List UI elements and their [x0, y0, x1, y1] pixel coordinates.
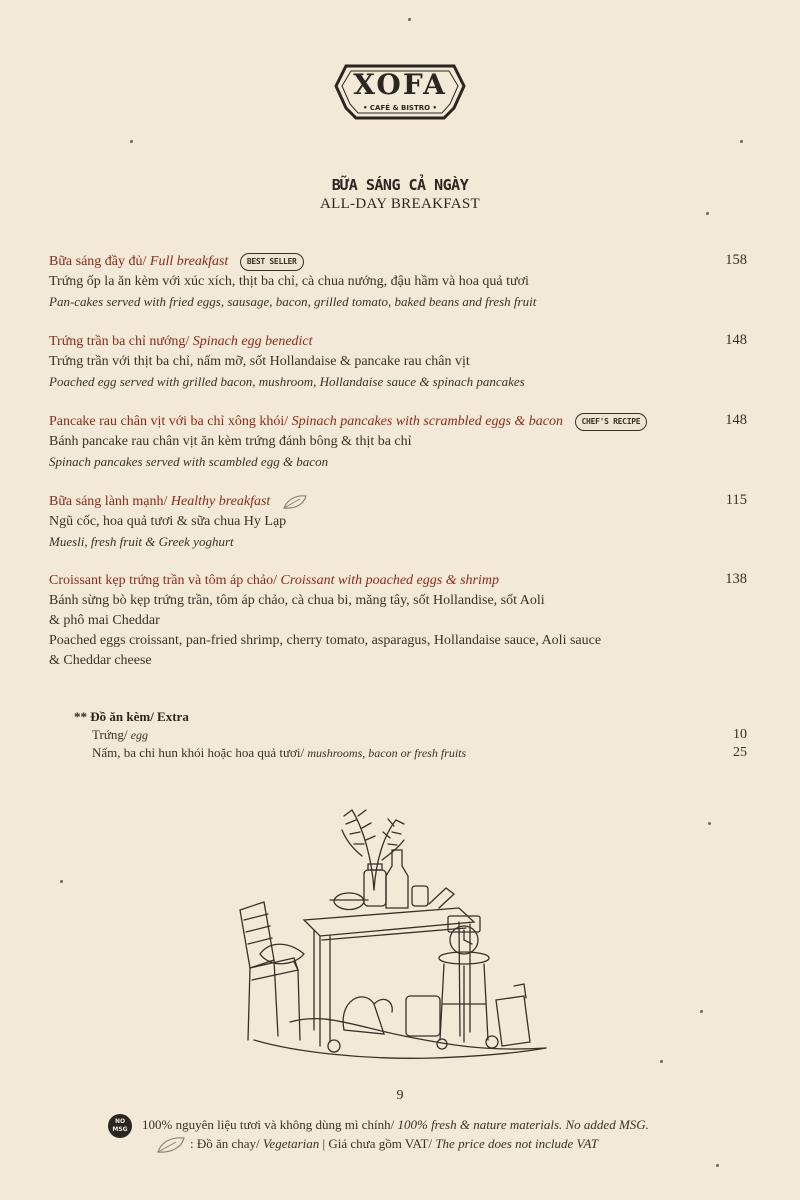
paper-speck: [740, 140, 743, 143]
item-desc-en: & Cheddar cheese: [49, 653, 152, 668]
paper-speck: [700, 1010, 703, 1013]
footer-vat-label: | Giá chưa gồm VAT/: [319, 1136, 436, 1151]
item-name-vn: Bữa sáng đầy đủ/: [49, 254, 147, 269]
item-desc-vn: & phô mai Cheddar: [49, 613, 160, 628]
paper-speck: [716, 1164, 719, 1167]
item-desc-vn: Bánh pancake rau chân vịt ăn kèm trứng đánh bông & thịt ba chỉ: [49, 434, 412, 449]
brand-tagline: • CAFÉ & BISTRO •: [362, 104, 438, 112]
extras-title: ** Đồ ăn kèm/ Extra: [74, 709, 189, 724]
item-desc-en: Poached egg served with grilled bacon, mushroom, Hollandaise sauce & spinach pancakes: [49, 374, 525, 389]
paper-speck: [660, 1060, 663, 1063]
item-title: [49, 252, 751, 272]
item-desc-en: Pan-cakes served with fried eggs, sausage, bacon, grilled tomato, baked beans and fresh fruit: [49, 294, 537, 309]
item-desc-en: Spinach pancakes served with scambled egg & bacon: [49, 454, 329, 469]
menu-item[interactable]: [49, 492, 751, 552]
item-desc-vn: Trứng ốp la ăn kèm với xúc xích, thịt ba chỉ, cà chua nướng, đậu hầm và hoa quả tươi: [49, 274, 529, 289]
breakfast-table-illustration: [234, 790, 550, 1068]
vegetarian-leaf-icon: [282, 494, 308, 510]
item-title: [49, 332, 751, 352]
no-msg-icon: NO MSG: [108, 1114, 132, 1138]
item-price: 148: [725, 332, 747, 348]
item-desc-en: Muesli, fresh fruit & Greek yoghurt: [49, 534, 234, 549]
extra-price: 10: [733, 727, 747, 742]
footer-line-2: [190, 1136, 598, 1152]
footer-line-1: [142, 1117, 649, 1133]
item-title: [49, 492, 751, 512]
footer-line-1-vn: 100% nguyên liệu tươi và không dùng mì chính/: [142, 1117, 398, 1132]
section-title-vn: BỮA SÁNG CẢ NGÀY: [331, 176, 469, 194]
footer-veg-label: : Đồ ăn chay/: [190, 1136, 263, 1151]
extra-name-vn: Trứng/: [92, 727, 131, 742]
best-seller-badge: BEST SELLER: [240, 253, 304, 271]
extras-row[interactable]: [74, 744, 751, 762]
item-name-vn: Bữa sáng lành mạnh/: [49, 494, 168, 509]
brand-name: XOFA: [353, 68, 447, 101]
footer-line-1-en: 100% fresh & nature materials. No added MSG.: [397, 1117, 649, 1132]
item-desc-vn: Trứng trần với thịt ba chỉ, nấm mỡ, sốt Hollandaise & pancake rau chân vịt: [49, 354, 470, 369]
xofa-logo: [326, 56, 474, 132]
item-name-en: Croissant with poached eggs & shrimp: [277, 573, 499, 588]
item-title: [49, 571, 751, 591]
extra-name-en: egg: [130, 728, 149, 742]
paper-speck: [408, 18, 411, 21]
item-name-vn: Croissant kẹp trứng trần và tôm áp chảo/: [49, 573, 278, 588]
vegetarian-leaf-icon: [156, 1136, 186, 1154]
paper-speck: [130, 140, 133, 143]
item-name-en: Spinach egg benedict: [189, 334, 313, 349]
chefs-recipe-badge: CHEF'S RECIPE: [575, 413, 648, 431]
item-name-vn: Pancake rau chân vịt với ba chỉ xông khói/: [49, 414, 289, 429]
extra-name-en: mushrooms, bacon or fresh fruits: [307, 746, 467, 760]
section-title-en: ALL-DAY BREAKFAST: [320, 196, 480, 212]
item-title: [49, 412, 751, 432]
menu-item[interactable]: [49, 332, 751, 392]
item-name-en: Healthy breakfast: [167, 494, 271, 509]
item-desc-en: Poached eggs croissant, pan-fried shrimp, cherry tomato, asparagus, Hollandaise sauce, Aoli sauce: [49, 633, 602, 648]
extras-section: [74, 708, 751, 762]
item-price: 115: [725, 492, 747, 508]
menu-item[interactable]: [49, 412, 751, 472]
item-name-en: Spinach pancakes with scrambled eggs & bacon: [288, 414, 564, 429]
paper-speck: [60, 880, 63, 883]
footer-legend-line: [156, 1134, 716, 1156]
menu-item[interactable]: [49, 252, 751, 312]
menu-item[interactable]: [49, 571, 751, 671]
item-desc-vn: Ngũ cốc, hoa quả tươi & sữa chua Hy Lạp: [49, 514, 287, 529]
item-price: 138: [725, 571, 747, 587]
extras-row[interactable]: [74, 726, 751, 744]
extra-price: 25: [733, 745, 747, 760]
item-name-en: Full breakfast: [146, 254, 229, 269]
page-number: 9: [396, 1088, 404, 1103]
item-desc-vn: Bánh sừng bò kẹp trứng trần, tôm áp chảo, cà chua bi, măng tây, sốt Hollandise, sốt Aoli: [49, 593, 545, 608]
footer-vat-en: The price does not include VAT: [435, 1136, 599, 1151]
item-name-vn: Trứng trần ba chỉ nướng/: [49, 334, 190, 349]
item-price: 148: [725, 412, 747, 428]
extra-name-vn: Nấm, ba chỉ hun khói hoặc hoa quả tươi/: [92, 745, 308, 760]
footer-veg-en: Vegetarian: [262, 1136, 320, 1151]
item-price: 158: [725, 252, 747, 268]
paper-speck: [708, 822, 711, 825]
